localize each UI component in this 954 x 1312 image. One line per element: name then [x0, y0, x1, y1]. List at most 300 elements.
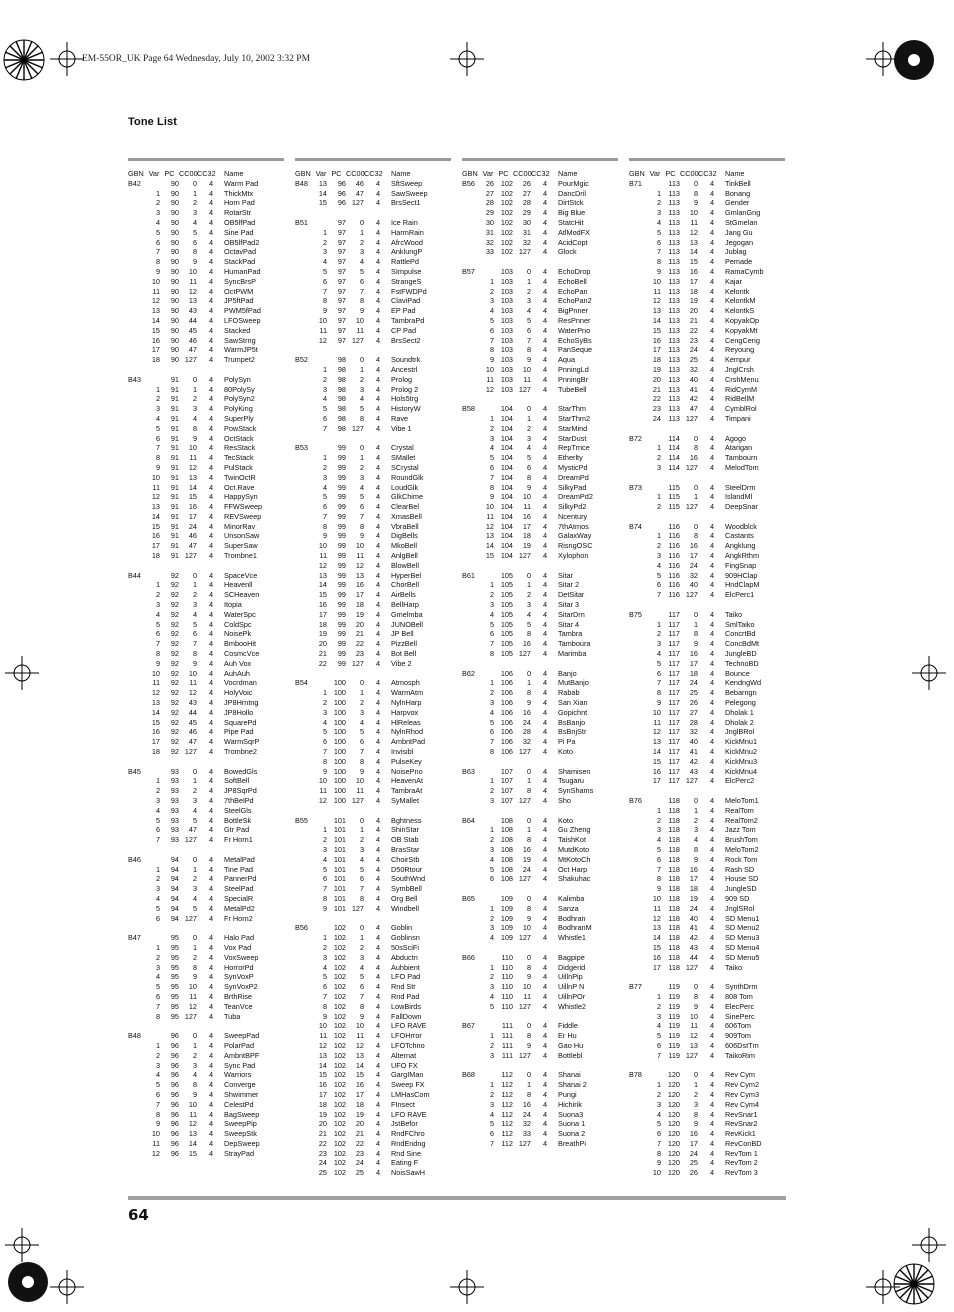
tone-name-cell: CengCeng	[725, 335, 760, 345]
table-row	[128, 620, 284, 630]
cc32-cell: 4	[709, 1138, 714, 1148]
table-row	[629, 727, 785, 737]
table-row	[128, 306, 284, 316]
pc-cell: 101	[333, 874, 346, 884]
table-row	[462, 228, 618, 238]
cc00-cell: 6	[359, 502, 364, 512]
gbn-cell	[462, 923, 482, 933]
var-cell: 5	[322, 972, 327, 982]
cc00-cell: 127	[518, 551, 531, 561]
gbn-cell: B72	[629, 433, 642, 443]
cc00-cell: 127	[351, 198, 364, 208]
cc00-cell: 1	[192, 776, 197, 786]
cc32-cell: 4	[709, 482, 714, 492]
table-row	[462, 894, 618, 904]
var-cell: 15	[652, 942, 661, 952]
gbn-cell	[462, 855, 482, 865]
table-row	[128, 894, 284, 904]
pc-cell: 102	[333, 933, 346, 943]
cc32-cell: 4	[709, 306, 714, 316]
var-cell: 5	[155, 1080, 160, 1090]
tone-name-cell: SawSweep	[391, 188, 428, 198]
var-cell: 6	[489, 727, 494, 737]
cc00-cell: 1	[526, 776, 531, 786]
cc32-cell: 4	[542, 580, 547, 590]
var-cell	[148, 375, 160, 385]
table-row	[629, 541, 785, 551]
table-row	[462, 1090, 618, 1100]
table-row	[295, 443, 451, 453]
tone-name-cell: Reyoung	[725, 345, 755, 355]
table-row	[128, 855, 284, 865]
tone-name-cell: Hols5trg	[391, 394, 419, 404]
gbn-cell	[295, 247, 315, 257]
tone-name-cell: ResStack	[224, 443, 256, 453]
var-cell: 5	[656, 1119, 661, 1129]
var-cell: 21	[652, 384, 661, 394]
cc00-cell: 20	[355, 619, 364, 629]
cc00-cell: 1	[359, 227, 364, 237]
cc32-cell: 4	[542, 982, 547, 992]
cc32-cell: 4	[542, 296, 547, 306]
tone-name-cell: BsBnjStr	[558, 727, 587, 737]
gbn-cell	[462, 698, 482, 708]
tone-name-cell: DetSitar	[558, 590, 585, 600]
table-row	[128, 1061, 284, 1071]
gbn-cell	[295, 512, 315, 522]
var-cell: 32	[485, 237, 494, 247]
var-cell	[482, 404, 494, 414]
var-cell: 3	[489, 296, 494, 306]
table-row	[462, 1070, 618, 1080]
tone-name-cell: JP Bell	[391, 629, 414, 639]
var-cell: 11	[152, 482, 160, 492]
cc00-cell: 40	[689, 737, 698, 747]
var-cell: 4	[322, 962, 327, 972]
var-cell: 9	[656, 698, 661, 708]
gbn-cell	[629, 336, 649, 346]
table-row	[128, 884, 284, 894]
tone-name-cell: PourMgic	[558, 178, 589, 188]
cc32-cell: 4	[375, 315, 380, 325]
var-cell: 9	[322, 766, 327, 776]
var-cell: 2	[155, 198, 160, 208]
tone-name-cell: SpaceVce	[224, 570, 258, 580]
pc-cell: 99	[337, 492, 346, 502]
column-header: Var	[482, 169, 494, 178]
cc32-cell: 4	[375, 1070, 380, 1080]
gbn-cell	[128, 874, 148, 884]
tone-name-cell: Ice Rain	[391, 217, 418, 227]
cc00-cell: 2	[192, 394, 197, 404]
cc00-cell: 9	[192, 658, 197, 668]
tone-name-cell: 606DstTm	[725, 1040, 759, 1050]
table-row	[629, 1139, 785, 1149]
bottom-rule	[128, 1196, 786, 1200]
cc00-cell: 5	[192, 903, 197, 913]
pc-cell: 90	[170, 276, 179, 286]
var-cell: 4	[656, 1021, 661, 1031]
var-cell: 1	[656, 443, 661, 453]
table-row	[462, 933, 618, 943]
cc32-cell: 4	[375, 737, 380, 747]
gbn-cell	[128, 198, 148, 208]
gbn-cell	[629, 1021, 649, 1031]
pc-cell: 95	[170, 972, 179, 982]
table-row	[128, 375, 284, 385]
tone-name-cell: Suona 2	[558, 1129, 586, 1139]
cc00-cell: 2	[693, 815, 698, 825]
table-row	[462, 629, 618, 639]
tone-name-cell: SImpulse	[391, 266, 422, 276]
pc-cell: 98	[337, 374, 346, 384]
table-row	[128, 473, 284, 483]
cc00-cell: 8	[359, 296, 364, 306]
table-row	[462, 208, 618, 218]
gbn-cell	[128, 473, 148, 483]
tone-name-cell: Bonang	[725, 188, 751, 198]
tone-name-cell: PulseKey	[391, 756, 422, 766]
cc00-cell: 3	[359, 384, 364, 394]
cc00-cell: 11	[523, 991, 531, 1001]
cc00-cell: 0	[359, 443, 364, 453]
var-cell: 3	[322, 844, 327, 854]
cc00-cell: 127	[685, 462, 698, 472]
gbn-cell	[295, 1149, 315, 1159]
table-row	[295, 1100, 451, 1110]
pc-cell: 104	[500, 482, 513, 492]
tone-name-cell: Aqua	[558, 355, 576, 365]
cc00-cell: 2	[359, 942, 364, 952]
table-row	[295, 757, 451, 767]
cc32-cell: 4	[709, 903, 714, 913]
cc32-cell: 4	[375, 747, 380, 757]
tone-name-cell: Warriors	[224, 1070, 252, 1080]
pc-cell: 116	[668, 531, 680, 541]
cc32-cell: 4	[709, 962, 714, 972]
cc00-cell: 127	[685, 502, 698, 512]
pc-cell: 90	[170, 198, 179, 208]
table-row	[295, 492, 451, 502]
tone-name-cell: Prolog 2	[391, 384, 419, 394]
table-row	[629, 522, 785, 532]
pc-cell: 113	[668, 208, 680, 218]
cc00-cell: 17	[522, 521, 531, 531]
cc00-cell: 0	[359, 678, 364, 688]
cc32-cell: 4	[208, 893, 213, 903]
gbn-cell	[462, 531, 482, 541]
pc-cell: 102	[333, 1109, 346, 1119]
cc32-cell: 4	[208, 717, 213, 727]
table-row	[295, 473, 451, 483]
cc32-cell: 4	[542, 413, 547, 423]
gbn-cell	[295, 1031, 315, 1041]
cc32-cell: 4	[208, 1011, 213, 1021]
table-row	[128, 1090, 284, 1100]
var-cell: 3	[155, 796, 160, 805]
table-row	[128, 228, 284, 238]
gbn-cell	[295, 629, 315, 639]
gbn-cell	[462, 336, 482, 346]
cc32-cell: 4	[709, 893, 714, 903]
table-row	[629, 453, 785, 463]
var-cell: 12	[485, 384, 494, 394]
cc32-cell: 4	[208, 825, 213, 835]
cc00-cell: 8	[192, 423, 197, 433]
cc32-cell: 4	[709, 276, 714, 286]
table-row	[295, 747, 451, 757]
var-cell: 3	[656, 1011, 661, 1021]
pc-cell: 102	[333, 1021, 346, 1031]
cc32-cell: 4	[375, 835, 380, 845]
tone-name-cell: StrayPad	[224, 1148, 255, 1158]
var-cell: 10	[652, 1168, 661, 1178]
tone-name-cell: StrangeS	[391, 276, 422, 286]
pc-cell: 92	[170, 619, 179, 629]
var-cell: 7	[656, 864, 661, 874]
pc-cell: 103	[500, 306, 513, 316]
cc00-cell: 12	[689, 227, 698, 237]
tone-name-cell: OB Stab	[391, 835, 419, 845]
cc32-cell: 4	[709, 1158, 714, 1168]
cc32-cell: 4	[709, 609, 714, 619]
var-cell: 11	[486, 374, 494, 384]
pc-cell: 99	[337, 658, 346, 668]
table-row	[128, 953, 284, 963]
var-cell	[482, 571, 494, 581]
cc00-cell: 1	[526, 678, 531, 688]
gbn-cell	[462, 914, 482, 924]
cc00-cell: 127	[184, 913, 197, 923]
cc00-cell: 15	[689, 257, 698, 267]
cc00-cell: 7	[359, 286, 364, 296]
cc00-cell: 0	[192, 570, 197, 580]
cc32-cell: 4	[208, 521, 213, 531]
tone-name-cell: JnglCrsh	[725, 364, 754, 374]
gbn-cell	[462, 639, 482, 649]
group-spacer	[128, 1021, 284, 1031]
group-spacer	[629, 424, 785, 434]
var-cell: 5	[489, 1119, 494, 1129]
cc00-cell: 10	[188, 266, 197, 276]
table-row	[629, 845, 785, 855]
table-row	[462, 375, 618, 385]
pc-cell: 113	[668, 227, 680, 237]
cc00-cell: 127	[518, 649, 531, 659]
var-cell: 7	[322, 423, 327, 433]
tone-name-cell: Fr Horn2	[224, 913, 253, 923]
gbn-cell	[462, 1051, 482, 1061]
cc00-cell: 4	[359, 854, 364, 864]
cc32-cell: 4	[709, 315, 714, 325]
table-row	[462, 698, 618, 708]
var-cell: 8	[656, 1148, 661, 1158]
table-row	[128, 1012, 284, 1022]
table-row	[462, 727, 618, 737]
var-cell: 4	[155, 609, 160, 619]
gbn-cell	[295, 767, 315, 777]
table-row	[295, 424, 451, 434]
gbn-cell	[295, 1002, 315, 1012]
cc32-cell: 4	[709, 355, 714, 365]
tone-name-cell: LowBirds	[391, 1001, 422, 1011]
gbn-cell	[462, 865, 482, 875]
gbn-cell: B71	[629, 178, 642, 188]
cc00-cell: 47	[188, 825, 197, 835]
cc00-cell: 127	[351, 903, 364, 913]
cc00-cell: 23	[355, 649, 364, 659]
cc32-cell: 4	[375, 237, 380, 247]
gbn-cell	[128, 727, 148, 737]
table-row	[629, 708, 785, 718]
pc-cell: 120	[667, 1138, 680, 1148]
table-row	[629, 561, 785, 571]
gbn-cell	[128, 688, 148, 698]
gbn-cell	[462, 326, 482, 336]
cc32-cell: 4	[208, 1070, 213, 1080]
var-cell: 1	[489, 825, 494, 835]
cc00-cell: 21	[355, 1129, 364, 1139]
pc-cell: 105	[500, 570, 513, 580]
table-row	[128, 326, 284, 336]
cc32-cell: 4	[208, 835, 213, 845]
var-cell: 10	[652, 893, 661, 903]
cc32-cell: 4	[542, 1021, 547, 1031]
cc32-cell: 4	[375, 335, 380, 345]
cc32-cell: 4	[542, 796, 547, 805]
pc-cell: 92	[170, 678, 179, 688]
cc00-cell: 26	[522, 178, 531, 188]
tone-name-cell: JUNOBell	[391, 619, 424, 629]
gbn-cell	[295, 365, 315, 375]
pc-cell: 106	[500, 747, 513, 757]
gbn-cell	[295, 982, 315, 992]
gbn-cell	[295, 1061, 315, 1071]
table-header	[295, 169, 451, 179]
pc-cell: 113	[668, 198, 680, 208]
pc-cell: 108	[500, 815, 513, 825]
var-cell: 5	[656, 658, 661, 668]
cc32-cell: 4	[542, 619, 547, 629]
tone-name-cell: DepSweep	[224, 1138, 260, 1148]
table-row	[295, 737, 451, 747]
var-cell: 12	[652, 727, 661, 737]
pc-cell: 99	[337, 639, 346, 649]
gbn-cell	[629, 688, 649, 698]
tone-name-cell: BottleSk	[224, 815, 252, 825]
tone-name-cell: Jegogan	[725, 237, 753, 247]
cc00-cell: 0	[192, 1031, 197, 1041]
table-row	[629, 923, 785, 933]
cc32-cell: 4	[208, 972, 213, 982]
cc00-cell: 4	[359, 717, 364, 727]
cc32-cell: 4	[208, 1060, 213, 1070]
var-cell	[315, 816, 327, 826]
table-row	[629, 659, 785, 669]
pc-cell: 91	[170, 413, 179, 423]
cc00-cell: 17	[689, 658, 698, 668]
cc32-cell: 4	[542, 247, 547, 257]
table-row	[629, 1080, 785, 1090]
cc00-cell: 8	[526, 903, 531, 913]
cc00-cell: 45	[188, 325, 197, 335]
var-cell: 8	[489, 345, 494, 355]
table-row	[295, 326, 451, 336]
table-row	[629, 992, 785, 1002]
gbn-cell	[462, 296, 482, 306]
gbn-cell	[295, 835, 315, 845]
column-header: Name	[725, 169, 745, 178]
gbn-cell: B56	[295, 923, 308, 933]
table-row	[128, 992, 284, 1002]
tone-name-cell: Kajar	[725, 276, 743, 286]
gbn-cell	[295, 522, 315, 532]
tone-name-cell: HolyVoic	[224, 688, 253, 698]
tone-name-cell: UnsonSaw	[224, 531, 260, 541]
pc-cell: 112	[501, 1099, 513, 1109]
cc00-cell: 16	[522, 707, 531, 717]
gbn-cell	[629, 1168, 649, 1178]
table-row	[462, 874, 618, 884]
tone-name-cell: JnglSRol	[725, 903, 755, 913]
cc00-cell: 0	[526, 1021, 531, 1031]
var-cell: 3	[155, 884, 160, 894]
tone-name-cell: Eating F	[391, 1158, 419, 1168]
tone-name-cell: AnklungP	[391, 247, 423, 257]
table-row	[295, 855, 451, 865]
cc32-cell: 4	[709, 570, 714, 580]
cc32-cell: 4	[709, 776, 714, 786]
tone-name-cell: Hichirik	[558, 1099, 582, 1109]
cc00-cell: 9	[359, 766, 364, 776]
table-row	[462, 796, 618, 806]
cc32-cell: 4	[542, 991, 547, 1001]
gbn-cell	[462, 963, 482, 973]
cc32-cell: 4	[542, 1099, 547, 1109]
gbn-cell	[295, 326, 315, 336]
pc-cell: 92	[170, 639, 179, 649]
pc-cell: 116	[668, 570, 680, 580]
gbn-cell	[629, 806, 649, 816]
cc00-cell: 4	[192, 805, 197, 815]
pc-cell: 120	[667, 1099, 680, 1109]
table-row	[462, 1110, 618, 1120]
cc00-cell: 2	[192, 952, 197, 962]
tone-name-cell: OctStack	[224, 433, 254, 443]
cc32-cell: 4	[375, 325, 380, 335]
cc32-cell: 4	[375, 923, 380, 933]
tone-name-cell: Rabab	[558, 688, 580, 698]
table-row	[128, 189, 284, 199]
gbn-cell	[128, 835, 148, 845]
table-row	[462, 845, 618, 855]
cc32-cell: 4	[375, 492, 380, 502]
gbn-cell: B61	[462, 570, 475, 580]
cc00-cell: 2	[359, 698, 364, 708]
table-row	[295, 659, 451, 669]
pc-cell: 91	[170, 551, 179, 561]
pc-cell: 113	[668, 257, 680, 267]
pc-cell: 92	[170, 688, 179, 698]
table-row	[128, 933, 284, 943]
tone-name-cell: Angklung	[725, 541, 756, 551]
gbn-cell	[128, 1002, 148, 1012]
pc-cell: 106	[500, 668, 513, 678]
tone-name-cell: KopyakMt	[725, 325, 758, 335]
pc-cell: 96	[170, 1050, 179, 1060]
cc32-cell: 4	[375, 815, 380, 825]
pc-cell: 91	[170, 404, 179, 414]
